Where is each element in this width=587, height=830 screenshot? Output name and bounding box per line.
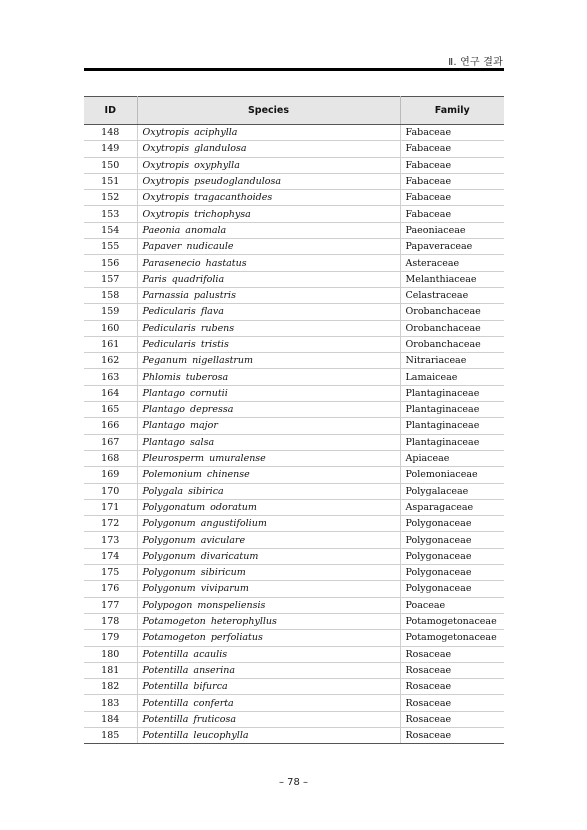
cell-id: 154 xyxy=(84,222,137,238)
cell-species: Oxytropis tragacanthoides xyxy=(137,190,400,206)
table-row xyxy=(84,646,504,662)
page-number: – 78 – xyxy=(278,777,309,788)
cell-family: Polygonaceae xyxy=(400,532,504,548)
species-table xyxy=(84,96,504,744)
cell-species: Plantago major xyxy=(137,418,400,434)
cell-family: Polygonaceae xyxy=(400,565,504,581)
cell-species: Polygonum angustifolium xyxy=(137,516,400,532)
cell-family: Polygalaceae xyxy=(400,483,504,499)
cell-family: Rosaceae xyxy=(400,662,504,678)
cell-family: Celastraceae xyxy=(400,287,504,303)
cell-id: 151 xyxy=(84,173,137,189)
cell-species: Papaver nudicaule xyxy=(137,239,400,255)
cell-species: Oxytropis aciphylla xyxy=(137,125,400,141)
cell-id: 164 xyxy=(84,385,137,401)
table-row xyxy=(84,483,504,499)
table-row xyxy=(84,255,504,271)
cell-species: Oxytropis pseudoglandulosa xyxy=(137,173,400,189)
cell-family: Potamogetonaceae xyxy=(400,613,504,629)
cell-family: Paeoniaceae xyxy=(400,222,504,238)
cell-species: Oxytropis trichophysa xyxy=(137,206,400,222)
cell-species: Polygonum divaricatum xyxy=(137,548,400,564)
cell-family: Plantaginaceae xyxy=(400,434,504,450)
cell-species: Potentilla conferta xyxy=(137,695,400,711)
table-row xyxy=(84,173,504,189)
cell-species: Plantago salsa xyxy=(137,434,400,450)
cell-species: Parasenecio hastatus xyxy=(137,255,400,271)
cell-species: Potamogeton perfoliatus xyxy=(137,630,400,646)
cell-species: Polygonatum odoratum xyxy=(137,499,400,515)
cell-family: Plantaginaceae xyxy=(400,385,504,401)
table-row xyxy=(84,353,504,369)
cell-family: Rosaceae xyxy=(400,695,504,711)
cell-id: 162 xyxy=(84,353,137,369)
cell-family: Orobanchaceae xyxy=(400,320,504,336)
cell-family: Papaveraceae xyxy=(400,239,504,255)
cell-family: Rosaceae xyxy=(400,679,504,695)
cell-species: Potentilla bifurca xyxy=(137,679,400,695)
cell-species: Plantago cornutii xyxy=(137,385,400,401)
header-rule xyxy=(84,68,504,71)
cell-id: 184 xyxy=(84,711,137,727)
table-row xyxy=(84,190,504,206)
cell-id: 149 xyxy=(84,141,137,157)
table-header xyxy=(84,97,504,125)
cell-id: 165 xyxy=(84,402,137,418)
cell-species: Pedicularis flava xyxy=(137,304,400,320)
cell-species: Parnassia palustris xyxy=(137,287,400,303)
table-row xyxy=(84,467,504,483)
cell-species: Paeonia anomala xyxy=(137,222,400,238)
cell-id: 172 xyxy=(84,516,137,532)
cell-id: 174 xyxy=(84,548,137,564)
table-row xyxy=(84,450,504,466)
cell-id: 163 xyxy=(84,369,137,385)
cell-family: Rosaceae xyxy=(400,646,504,662)
cell-species: Paris quadrifolia xyxy=(137,271,400,287)
column-header-id: ID xyxy=(84,97,137,125)
cell-family: Potamogetonaceae xyxy=(400,630,504,646)
cell-family: Poaceae xyxy=(400,597,504,613)
cell-family: Fabaceae xyxy=(400,206,504,222)
table-row xyxy=(84,304,504,320)
cell-family: Plantaginaceae xyxy=(400,402,504,418)
cell-family: Rosaceae xyxy=(400,711,504,727)
column-header-family: Family xyxy=(400,97,504,125)
table-row xyxy=(84,141,504,157)
table-row xyxy=(84,613,504,629)
cell-family: Fabaceae xyxy=(400,125,504,141)
cell-id: 176 xyxy=(84,581,137,597)
table-row xyxy=(84,630,504,646)
cell-id: 177 xyxy=(84,597,137,613)
cell-family: Melanthiaceae xyxy=(400,271,504,287)
cell-species: Polygonum sibiricum xyxy=(137,565,400,581)
cell-id: 180 xyxy=(84,646,137,662)
table-row xyxy=(84,402,504,418)
table-row xyxy=(84,695,504,711)
cell-family: Fabaceae xyxy=(400,173,504,189)
cell-species: Potentilla anserina xyxy=(137,662,400,678)
cell-id: 155 xyxy=(84,239,137,255)
table-row xyxy=(84,385,504,401)
cell-family: Polygonaceae xyxy=(400,548,504,564)
cell-id: 178 xyxy=(84,613,137,629)
cell-family: Asparagaceae xyxy=(400,499,504,515)
table-row xyxy=(84,418,504,434)
cell-species: Polygonum aviculare xyxy=(137,532,400,548)
table-row xyxy=(84,206,504,222)
cell-species: Pedicularis rubens xyxy=(137,320,400,336)
cell-species: Potentilla acaulis xyxy=(137,646,400,662)
table-row xyxy=(84,565,504,581)
table-row xyxy=(84,597,504,613)
cell-id: 170 xyxy=(84,483,137,499)
table-row xyxy=(84,548,504,564)
cell-id: 153 xyxy=(84,206,137,222)
cell-species: Phlomis tuberosa xyxy=(137,369,400,385)
table-row xyxy=(84,287,504,303)
cell-family: Polygonaceae xyxy=(400,516,504,532)
cell-species: Polypogon monspeliensis xyxy=(137,597,400,613)
cell-id: 167 xyxy=(84,434,137,450)
cell-species: Peganum nigellastrum xyxy=(137,353,400,369)
cell-family: Plantaginaceae xyxy=(400,418,504,434)
cell-family: Nitrariaceae xyxy=(400,353,504,369)
table-row xyxy=(84,271,504,287)
table-row xyxy=(84,369,504,385)
cell-species: Polygonum viviparum xyxy=(137,581,400,597)
cell-id: 179 xyxy=(84,630,137,646)
cell-family: Asteraceae xyxy=(400,255,504,271)
cell-family: Fabaceae xyxy=(400,190,504,206)
cell-id: 148 xyxy=(84,125,137,141)
cell-species: Potamogeton heterophyllus xyxy=(137,613,400,629)
cell-species: Polygala sibirica xyxy=(137,483,400,499)
table-row xyxy=(84,499,504,515)
cell-id: 182 xyxy=(84,679,137,695)
cell-species: Pleurosperm umuralense xyxy=(137,450,400,466)
cell-family: Lamaiceae xyxy=(400,369,504,385)
cell-id: 157 xyxy=(84,271,137,287)
cell-id: 181 xyxy=(84,662,137,678)
cell-id: 175 xyxy=(84,565,137,581)
table-row xyxy=(84,711,504,727)
cell-id: 156 xyxy=(84,255,137,271)
cell-id: 158 xyxy=(84,287,137,303)
table-row xyxy=(84,662,504,678)
cell-id: 171 xyxy=(84,499,137,515)
table-row xyxy=(84,532,504,548)
cell-species: Potentilla fruticosa xyxy=(137,711,400,727)
cell-family: Apiaceae xyxy=(400,450,504,466)
column-header-species: Species xyxy=(137,97,400,125)
species-table-container xyxy=(84,96,504,744)
table-row xyxy=(84,516,504,532)
table-row xyxy=(84,222,504,238)
table-row xyxy=(84,320,504,336)
cell-family: Orobanchaceae xyxy=(400,336,504,352)
cell-species: Plantago depressa xyxy=(137,402,400,418)
cell-id: 173 xyxy=(84,532,137,548)
cell-id: 159 xyxy=(84,304,137,320)
cell-family: Orobanchaceae xyxy=(400,304,504,320)
cell-species: Oxytropis oxyphylla xyxy=(137,157,400,173)
table-row xyxy=(84,581,504,597)
table-row xyxy=(84,239,504,255)
cell-family: Polygonaceae xyxy=(400,581,504,597)
cell-id: 152 xyxy=(84,190,137,206)
cell-id: 169 xyxy=(84,467,137,483)
cell-species: Potentilla leucophylla xyxy=(137,727,400,743)
table-row xyxy=(84,125,504,141)
cell-species: Pedicularis tristis xyxy=(137,336,400,352)
cell-species: Oxytropis glandulosa xyxy=(137,141,400,157)
cell-id: 168 xyxy=(84,450,137,466)
cell-family: Polemoniaceae xyxy=(400,467,504,483)
cell-id: 185 xyxy=(84,727,137,743)
table-row xyxy=(84,336,504,352)
cell-family: Fabaceae xyxy=(400,141,504,157)
table-row xyxy=(84,679,504,695)
cell-family: Rosaceae xyxy=(400,727,504,743)
table-row xyxy=(84,434,504,450)
cell-species: Polemonium chinense xyxy=(137,467,400,483)
table-row xyxy=(84,727,504,743)
cell-id: 161 xyxy=(84,336,137,352)
table-header-row xyxy=(84,97,504,125)
cell-id: 150 xyxy=(84,157,137,173)
table-body xyxy=(84,125,504,744)
running-header: Ⅱ. 연구 결과 xyxy=(448,57,503,68)
cell-family: Fabaceae xyxy=(400,157,504,173)
cell-id: 166 xyxy=(84,418,137,434)
cell-id: 160 xyxy=(84,320,137,336)
table-row xyxy=(84,157,504,173)
cell-id: 183 xyxy=(84,695,137,711)
